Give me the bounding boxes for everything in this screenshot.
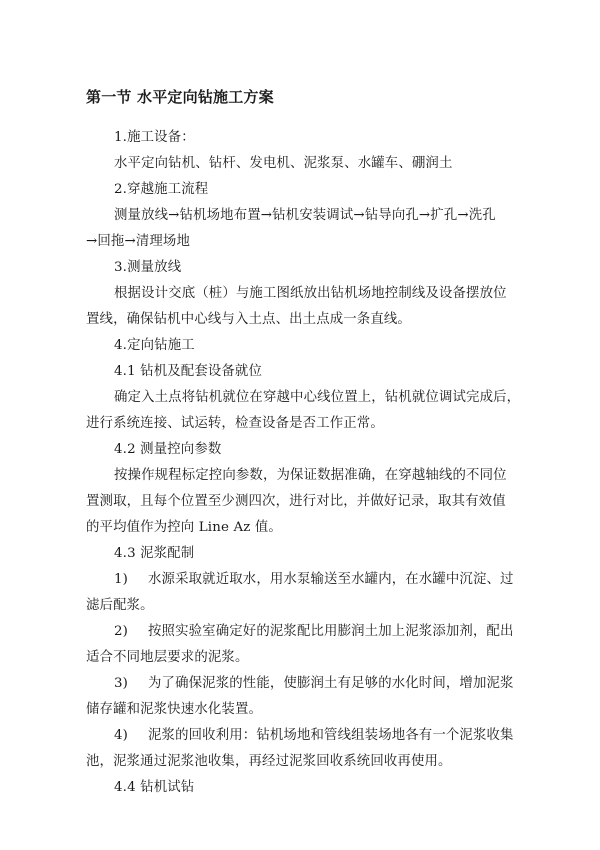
mud-item-number: 4) bbox=[114, 728, 129, 743]
subheading-trial-drilling: 4.4 钻机试钻 bbox=[114, 780, 195, 795]
heading-equipment: 1.施工设备： bbox=[114, 130, 195, 145]
mud-item-text-line2: 适合不同地层要求的泥浆。 bbox=[86, 650, 249, 665]
process-text-line2: →回拖→清理场地 bbox=[86, 234, 190, 249]
equipment-list: 水平定向钻机、钻杆、发电机、泥浆泵、水罐车、硼润土 bbox=[114, 156, 453, 171]
mud-item-text-line1: 按照实验室确定好的泥浆配比用膨润土加上泥浆添加剂，配出 bbox=[148, 624, 514, 639]
mud-item-number: 1) bbox=[114, 572, 129, 587]
section-title: 第一节 水平定向钻施工方案 bbox=[86, 88, 274, 106]
mud-item-number: 2) bbox=[114, 624, 129, 639]
mud-item-number: 3) bbox=[114, 676, 129, 691]
survey-text-line1: 根据设计交底（桩）与施工图纸放出钻机场地控制线及设备摆放位 bbox=[114, 286, 507, 301]
heading-survey: 3.测量放线 bbox=[114, 260, 182, 275]
subheading-steering-params: 4.2 测量控向参数 bbox=[114, 442, 222, 457]
mud-item-text-line2: 储存罐和泥浆快速水化装置。 bbox=[86, 702, 263, 717]
mud-item-text-line2: 滤后配浆。 bbox=[86, 598, 154, 613]
heading-drilling: 4.定向钻施工 bbox=[114, 338, 195, 353]
mud-item-text-line1: 为了确保泥浆的性能，使膨润土有足够的水化时间，增加泥浆 bbox=[148, 676, 514, 691]
survey-text-line2: 置线，确保钻机中心线与入土点、出土点成一条直线。 bbox=[86, 312, 411, 327]
mud-item-text-line1: 泥浆的回收利用：钻机场地和管线组装场地各有一个泥浆收集 bbox=[148, 728, 514, 743]
steering-params-line3: 的平均值作为控向 Line Az 值。 bbox=[86, 520, 282, 535]
mud-item-text-line2: 池，泥浆通过泥浆池收集，再经过泥浆回收系统回收再使用。 bbox=[86, 754, 452, 769]
steering-params-line1: 按操作规程标定控向参数，为保证数据准确，在穿越轴线的不同位 bbox=[114, 468, 507, 483]
process-text-line1: 测量放线→钻机场地布置→钻机安装调试→钻导向孔→扩孔→洗孔 bbox=[114, 208, 496, 223]
steering-params-line2: 置测取，且每个位置至少测四次，进行对比，并做好记录，取其有效值 bbox=[86, 494, 506, 509]
subheading-mud-prep: 4.3 泥浆配制 bbox=[114, 546, 195, 561]
mud-item-text-line1: 水源采取就近取水，用水泵输送至水罐内，在水罐中沉淀、过 bbox=[148, 572, 514, 587]
rig-positioning-line2: 进行系统连接、试运转，检查设备是否工作正常。 bbox=[86, 416, 384, 431]
subheading-rig-positioning: 4.1 钻机及配套设备就位 bbox=[114, 364, 263, 379]
heading-process: 2.穿越施工流程 bbox=[114, 182, 209, 197]
rig-positioning-line1: 确定入土点将钻机就位在穿越中心线位置上，钻机就位调试完成后， bbox=[114, 390, 521, 405]
